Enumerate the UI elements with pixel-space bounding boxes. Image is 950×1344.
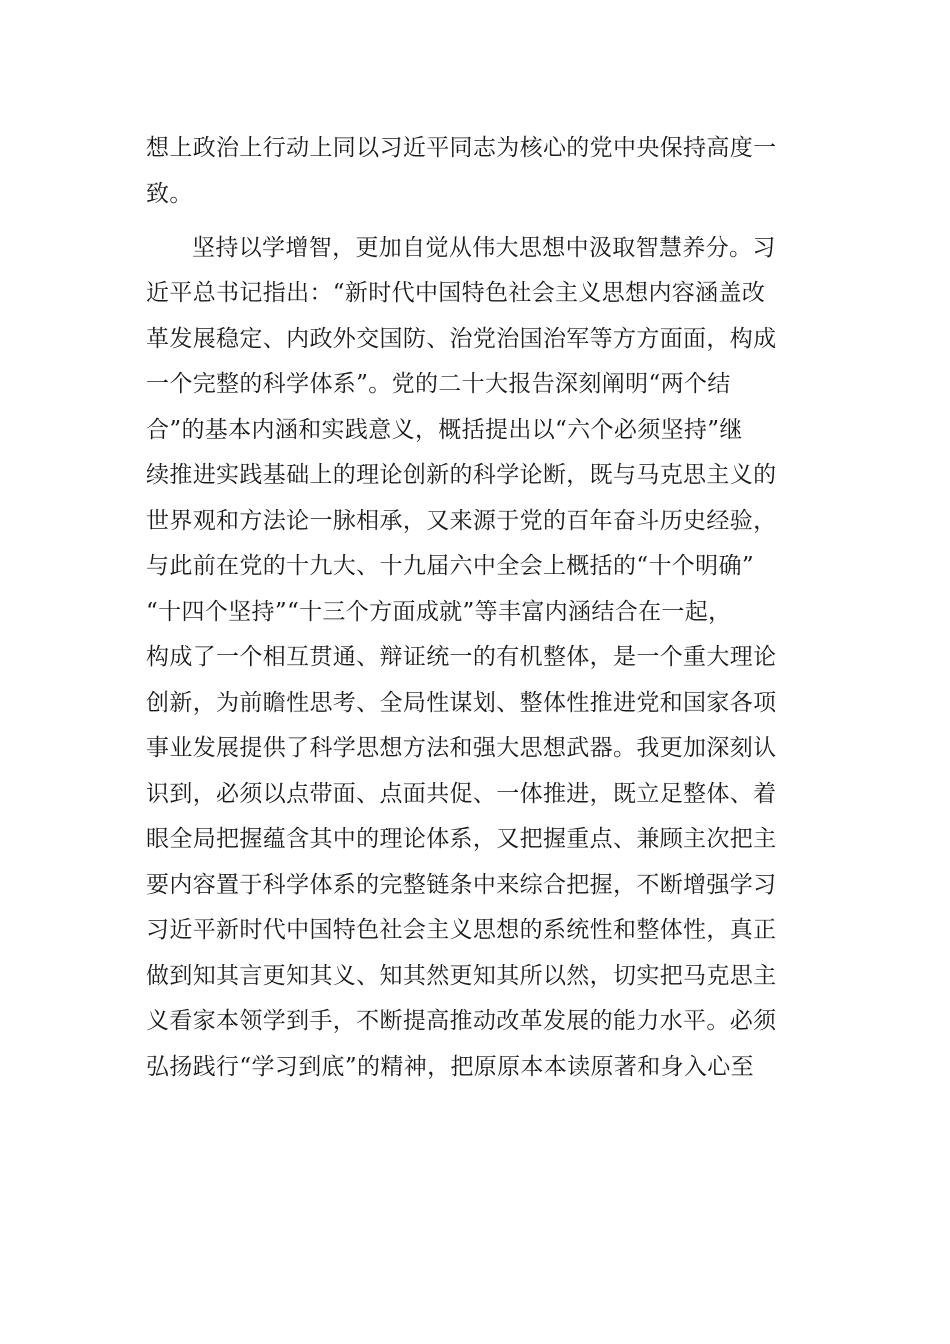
text-line: 弘扬践行“学习到底”的精神，把原原本本读原著和身入心至 bbox=[146, 1053, 754, 1080]
text-line: “十四个坚持”“十三个方面成就”等丰富内涵结合在一起， bbox=[146, 598, 732, 625]
text-line: 合”的基本内涵和实践意义，概括提出以“六个必须坚持”继 bbox=[146, 416, 743, 443]
text-line: 创新，为前瞻性思考、全局性谋划、整体性推进党和国家各项 bbox=[146, 689, 777, 716]
text-line: 一个完整的科学体系”。党的二十大报告深刻阐明“两个结 bbox=[146, 371, 731, 397]
text-line: 事业发展提供了科学思想方法和强大思想武器。我更加深刻认 bbox=[146, 735, 777, 761]
text-line: 近平总书记指出：“新时代中国特色社会主义思想内容涵盖改 bbox=[146, 280, 766, 306]
text-line: 构成了一个相互贯通、辩证统一的有机整体，是一个重大理论 bbox=[146, 644, 777, 670]
text-line: 革发展稳定、内政外交国防、治党治国治军等方方面面，构成 bbox=[146, 325, 777, 352]
text-line: 识到，必须以点带面、点面共促、一体推进，既立足整体、着 bbox=[146, 780, 777, 807]
text-line: 眼全局把握蕴含其中的理论体系，又把握重点、兼顾主次把主 bbox=[146, 826, 777, 852]
text-line: 续推进实践基础上的理论创新的科学论断，既与马克思主义的 bbox=[146, 462, 777, 488]
text-line: 习近平新时代中国特色社会主义思想的系统性和整体性，真正 bbox=[146, 917, 777, 943]
text-line: 义看家本领学到手，不断提高推动改革发展的能力水平。必须 bbox=[146, 1008, 777, 1034]
text-line: 想上政治上行动上同以习近平同志为核心的党中央保持高度一 bbox=[146, 135, 777, 161]
text-line: 致。 bbox=[146, 180, 193, 207]
paragraph-first-line: 坚持以学增智，更加自觉从伟大思想中汲取智慧养分。习 bbox=[192, 234, 776, 261]
body-text bbox=[146, 128, 800, 1092]
text-line: 要内容置于科学体系的完整链条中来综合把握，不断增强学习 bbox=[146, 871, 777, 898]
text-line: 世界观和方法论一脉相承，又来源于党的百年奋斗历史经验， bbox=[146, 507, 777, 534]
text-line: 做到知其言更知其义、知其然更知其所以然，切实把马克思主 bbox=[146, 962, 777, 989]
text-line: 与此前在党的十九大、十九届六中全会上概括的“十个明确” bbox=[146, 553, 754, 579]
